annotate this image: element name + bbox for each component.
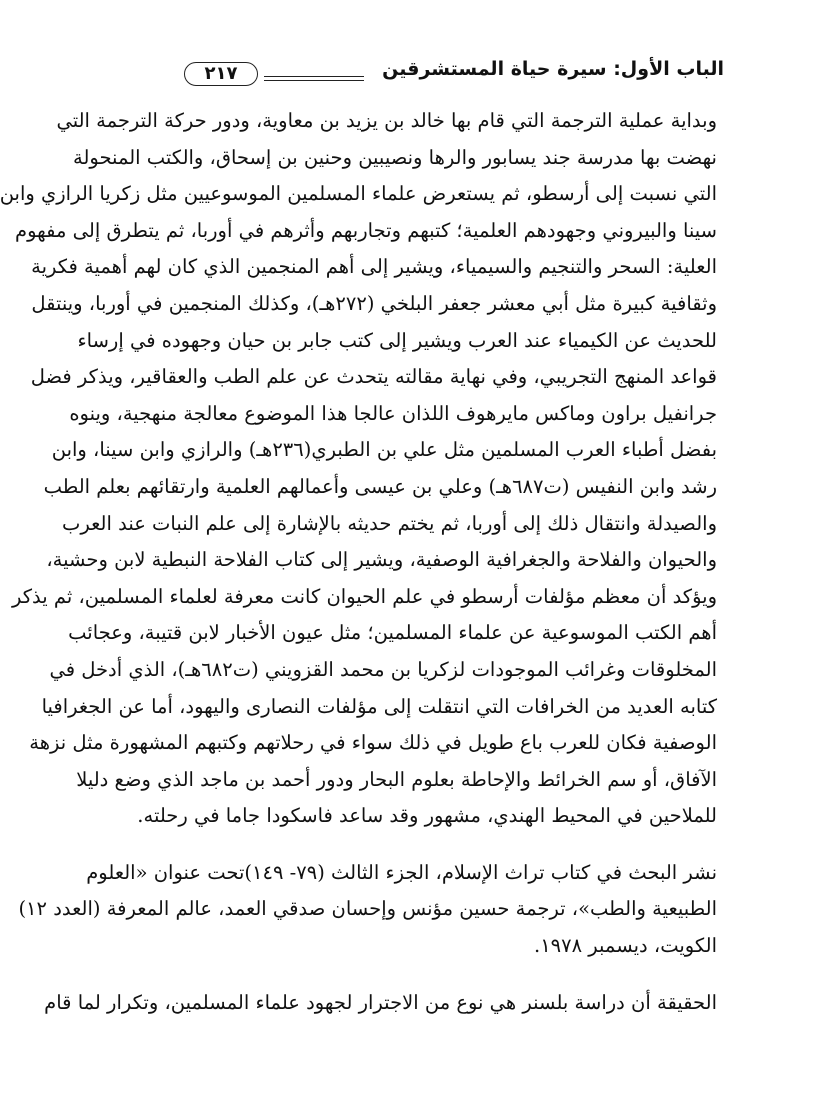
- text-line: الوصفية فكان للعرب باع طويل في ذلك سواء في رحلاتهم وكتبهم المشهورة مثل نزهة: [29, 731, 717, 755]
- paragraph-2: [18, 855, 717, 965]
- text-line: وثقافية كبيرة مثل أبي معشر جعفر البلخي (٢٧٢هـ)، وكذلك المنجمين في أوربا، وينتقل: [31, 291, 717, 315]
- text-line: الحقيقة أن دراسة بلسنر هي نوع من الاجترار لجهود علماء المسلمين، وتكرار لما قام: [44, 990, 717, 1014]
- paragraph-gap: [157, 965, 717, 985]
- chapter-title: الباب الأول: سيرة حياة المستشرقين: [382, 58, 724, 80]
- text-line: قواعد المنهج التجريبي، وفي نهاية مقالته يتحدث عن علم الطب والعقاقير، ويذكر فضل: [30, 365, 717, 389]
- header-rule: [264, 76, 364, 77]
- text-line: للملاحين في المحيط الهندي، مشهور وقد ساعد فاسكودا جاما في رحلته.: [137, 804, 717, 828]
- text-line: الطبيعية والطب»، ترجمة حسين مؤنس وإحسان صدقي العمد، عالم المعرفة (العدد ١٢): [18, 897, 717, 921]
- text-line: المخلوقات وغرائب الموجودات لزكريا بن محمد القزويني (ت٦٨٢هـ)، الذي أدخل في: [49, 657, 717, 681]
- text-line: العلية: السحر والتنجيم والسيمياء، ويشير إلى أهم المنجمين الذي كان لهم أهمية فكرية: [31, 255, 717, 279]
- text-line: بفضل أطباء العرب المسلمين مثل علي بن الطبري(٢٣٦هـ) والرازي وابن سينا، وابن: [51, 438, 717, 462]
- paragraph-gap: [157, 835, 717, 855]
- text-line: للحديث عن الكيمياء عند العرب ويشير إلى كتب جابر بن حيان وجهوده في إرساء: [77, 328, 717, 352]
- paragraph-1: [0, 103, 717, 835]
- paragraph-3: [44, 985, 717, 1022]
- text-line: سينا والبيروني وجهودهم العلمية؛ كتبهم وتجاربهم وأثرهم في أوربا، ثم يتطرق إلى مفهوم: [15, 218, 717, 242]
- text-line: ويؤكد أن معظم مؤلفات أرسطو في علم الحيوان كانت معرفة لعلماء المسلمين، ثم يذكر: [12, 584, 717, 608]
- header-rule-secondary: [264, 80, 364, 81]
- text-line: التي نسبت إلى أرسطو، ثم يستعرض علماء المسلمين الموسوعيين مثل زكريا الرازي وابن: [0, 182, 717, 206]
- main-text: [0, 103, 717, 1021]
- text-line: وبداية عملية الترجمة التي قام بها خالد بن يزيد بن معاوية، ودور حركة الترجمة التي: [56, 109, 717, 132]
- text-line: والصيدلة وانتقال ذلك إلى أوربا، ثم يختم حديثه بالإشارة إلى علم النبات عند العرب: [62, 511, 717, 535]
- text-line: والحيوان والفلاحة والجغرافية الوصفية، ويشير إلى كتاب الفلاحة النبطية لابن وحشية،: [46, 548, 717, 572]
- text-line: نهضت بها مدرسة جند يسابور والرها ونصيبين وحنين بن إسحاق، والكتب المنحولة: [73, 145, 717, 169]
- text-line: نشر البحث في كتاب تراث الإسلام، الجزء الثالث (٧٩- ١٤٩)تحت عنوان «العلوم: [86, 860, 717, 884]
- text-line: الآفاق، أو سم الخرائط والإحاطة بعلوم البحار ودور أحمد بن ماجد الذي وضع دليلا: [76, 767, 717, 791]
- page-number: ٢١٧: [184, 62, 258, 86]
- text-line: جرانفيل براون وماكس مايرهوف اللذان عالجا هذا الموضوع معالجة منهجية، وينوه: [69, 401, 717, 425]
- text-line: كتابه العديد من الخرافات التي انتقلت إلى مؤلفات النصارى واليهود، أما عن الجغرافيا: [41, 694, 717, 718]
- text-line: أهم الكتب الموسوعية عن علماء المسلمين؛ مثل عيون الأخبار لابن قتيبة، وعجائب: [68, 621, 717, 645]
- text-line: الكويت، ديسمبر ١٩٧٨.: [533, 934, 717, 958]
- running-header: [172, 52, 724, 92]
- text-line: رشد وابن النفيس (ت٦٨٧هـ) وعلي بن عيسى وأعمالهم العلمية وارتقائهم بعلم الطب: [43, 474, 717, 498]
